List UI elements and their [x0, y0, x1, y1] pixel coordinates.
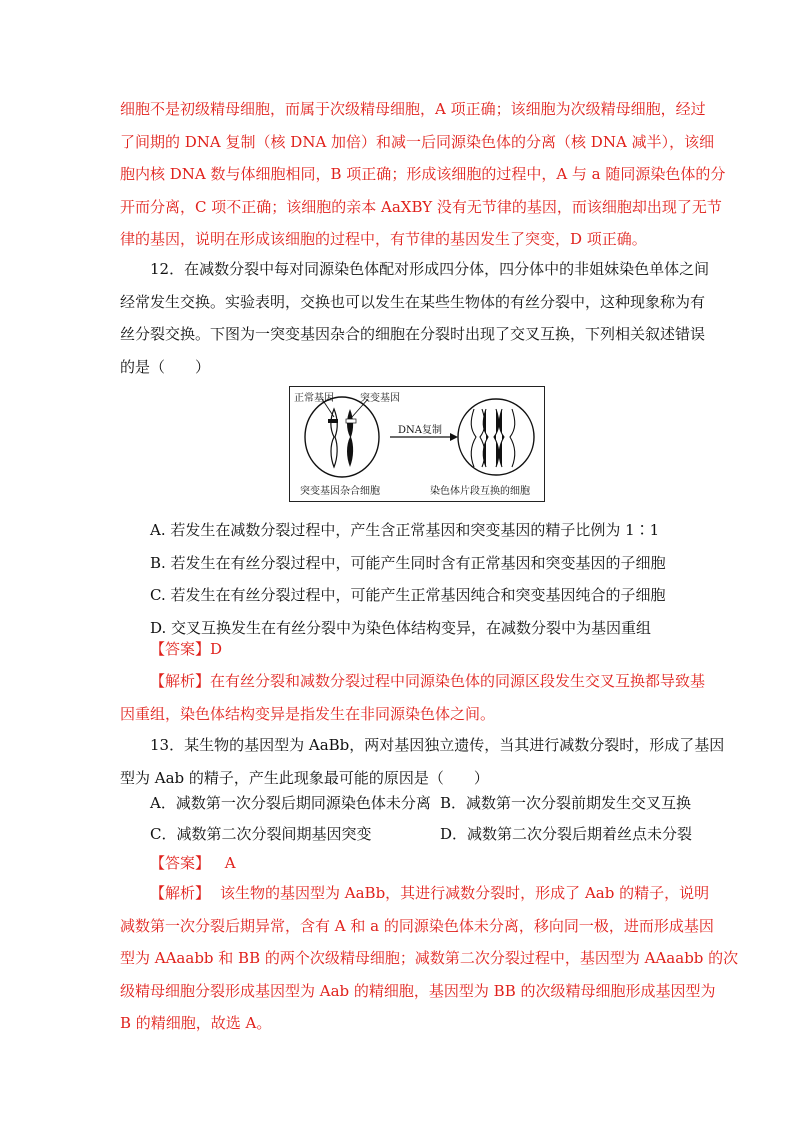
question-12-stem	[120, 253, 710, 383]
question-13-analysis	[120, 877, 739, 1040]
question-line: 的是（ ）	[120, 357, 211, 376]
question-line: 13．某生物的基因型为 AaBb，两对基因独立遗传，当其进行减数分裂时，形成了基因	[150, 736, 725, 754]
option-d: D. 交叉互换发生在有丝分裂中为染色体结构变异，在减数分裂中为基因重组	[150, 618, 652, 637]
analysis-line: 律的基因，说明在形成该细胞的过程中，有节律的基因发生了突变，D 项正确。	[120, 230, 647, 248]
analysis-line: 胞内核 DNA 数与体细胞相同，B 项正确；形成该细胞的过程中，A 与 a 随同源染色体的分	[120, 165, 726, 183]
label-mutant-gene: 突变基因	[360, 393, 400, 404]
analysis-line: 细胞不是初级精母细胞，而属于次级精母细胞，A 项正确；该细胞为次级精母细胞，经过	[120, 100, 706, 118]
question-13-stem	[120, 729, 725, 794]
chromosome-exchange-figure	[289, 386, 545, 502]
analysis-line: 因重组，染色体结构变异是指发生在非同源染色体之间。	[120, 704, 496, 723]
analysis-line: 该生物的基因型为 AaBb，其进行减数分裂时，形成了 Aab 的精子，说明	[220, 884, 710, 902]
label-normal-gene: 正常基因	[294, 393, 334, 404]
answer-tag: 【答案】	[150, 640, 211, 658]
analysis-q11	[120, 93, 726, 256]
analysis-tag: 【解析】	[150, 884, 211, 902]
normal-chromosome	[331, 409, 337, 467]
analysis-line: 在有丝分裂和减数分裂过程中同源染色体的同源区段发生交叉互换都导致基	[210, 672, 706, 690]
mutant-chromosome	[347, 409, 353, 467]
question-line: 型为 Aab 的精子，产生此现象最可能的原因是（ ）	[120, 768, 489, 787]
exchanged-chromosomes	[471, 409, 515, 467]
option-b: B．减数第一次分裂前期发生交叉互换	[440, 794, 692, 812]
question-line: 丝分裂交换。下图为一突变基因杂合的细胞在分裂时出现了交叉互换，下列相关叙述错误	[120, 325, 706, 343]
caption-left: 突变基因杂合细胞	[300, 486, 380, 497]
analysis-line: 开而分离，C 项不正确；该细胞的亲本 AaXBY 没有无节律的基因，而该细胞却出现了无节	[120, 197, 722, 216]
option-b: B. 若发生在有丝分裂过程中，可能产生同时含有正常基因和突变基因的子细胞	[150, 553, 666, 572]
analysis-line: 减数第一次分裂后期异常，含有 A 和 a 的同源染色体未分离，移向同一极，进而形成基因	[120, 916, 714, 935]
option-c: C．减数第二次分裂间期基因突变	[150, 825, 372, 843]
question-12-analysis	[120, 665, 706, 730]
caption-right: 染色体片段互换的细胞	[430, 486, 530, 497]
analysis-line: B 的精细胞，故选 A。	[120, 1014, 272, 1032]
option-a: A．减数第一次分裂后期同源染色体未分离	[150, 794, 431, 812]
option-a: A. 若发生在减数分裂过程中，产生含正常基因和突变基因的精子比例为 1∶1	[150, 521, 660, 539]
arrow-label: DNA复制	[398, 425, 442, 436]
question-line: 经常发生交换。实验表明，交换也可以发生在某些生物体的有丝分裂中，这种现象称为有	[120, 292, 706, 311]
question-12-answer	[150, 633, 715, 666]
answer-value: A	[224, 854, 236, 872]
analysis-line: 级精母细胞分裂形成基因型为 Aab 的精细胞，基因型为 BB 的次级精母细胞形成基因型为	[120, 981, 716, 1000]
answer-value: D	[210, 640, 223, 658]
question-13-answer	[150, 852, 236, 873]
analysis-line: 型为 AAaabb 和 BB 的两个次级精母细胞；减数第二次分裂过程中，基因型为 AAaabb 的次	[120, 949, 739, 967]
question-line: 12．在减数分裂中每对同源染色体配对形成四分体，四分体中的非姐妹染色单体之间	[150, 260, 710, 278]
answer-tag: 【答案】	[150, 854, 211, 872]
option-d: D．减数第二次分裂后期着丝点未分裂	[440, 825, 693, 843]
option-c: C. 若发生在有丝分裂过程中，可能产生正常基因纯合和突变基因纯合的子细胞	[150, 586, 666, 604]
analysis-tag: 【解析】	[150, 672, 211, 690]
analysis-line: 了间期的 DNA 复制（核 DNA 加倍）和减一后同源染色体的分离（核 DNA 减半），该细	[120, 132, 715, 151]
question-12-options	[150, 514, 690, 644]
